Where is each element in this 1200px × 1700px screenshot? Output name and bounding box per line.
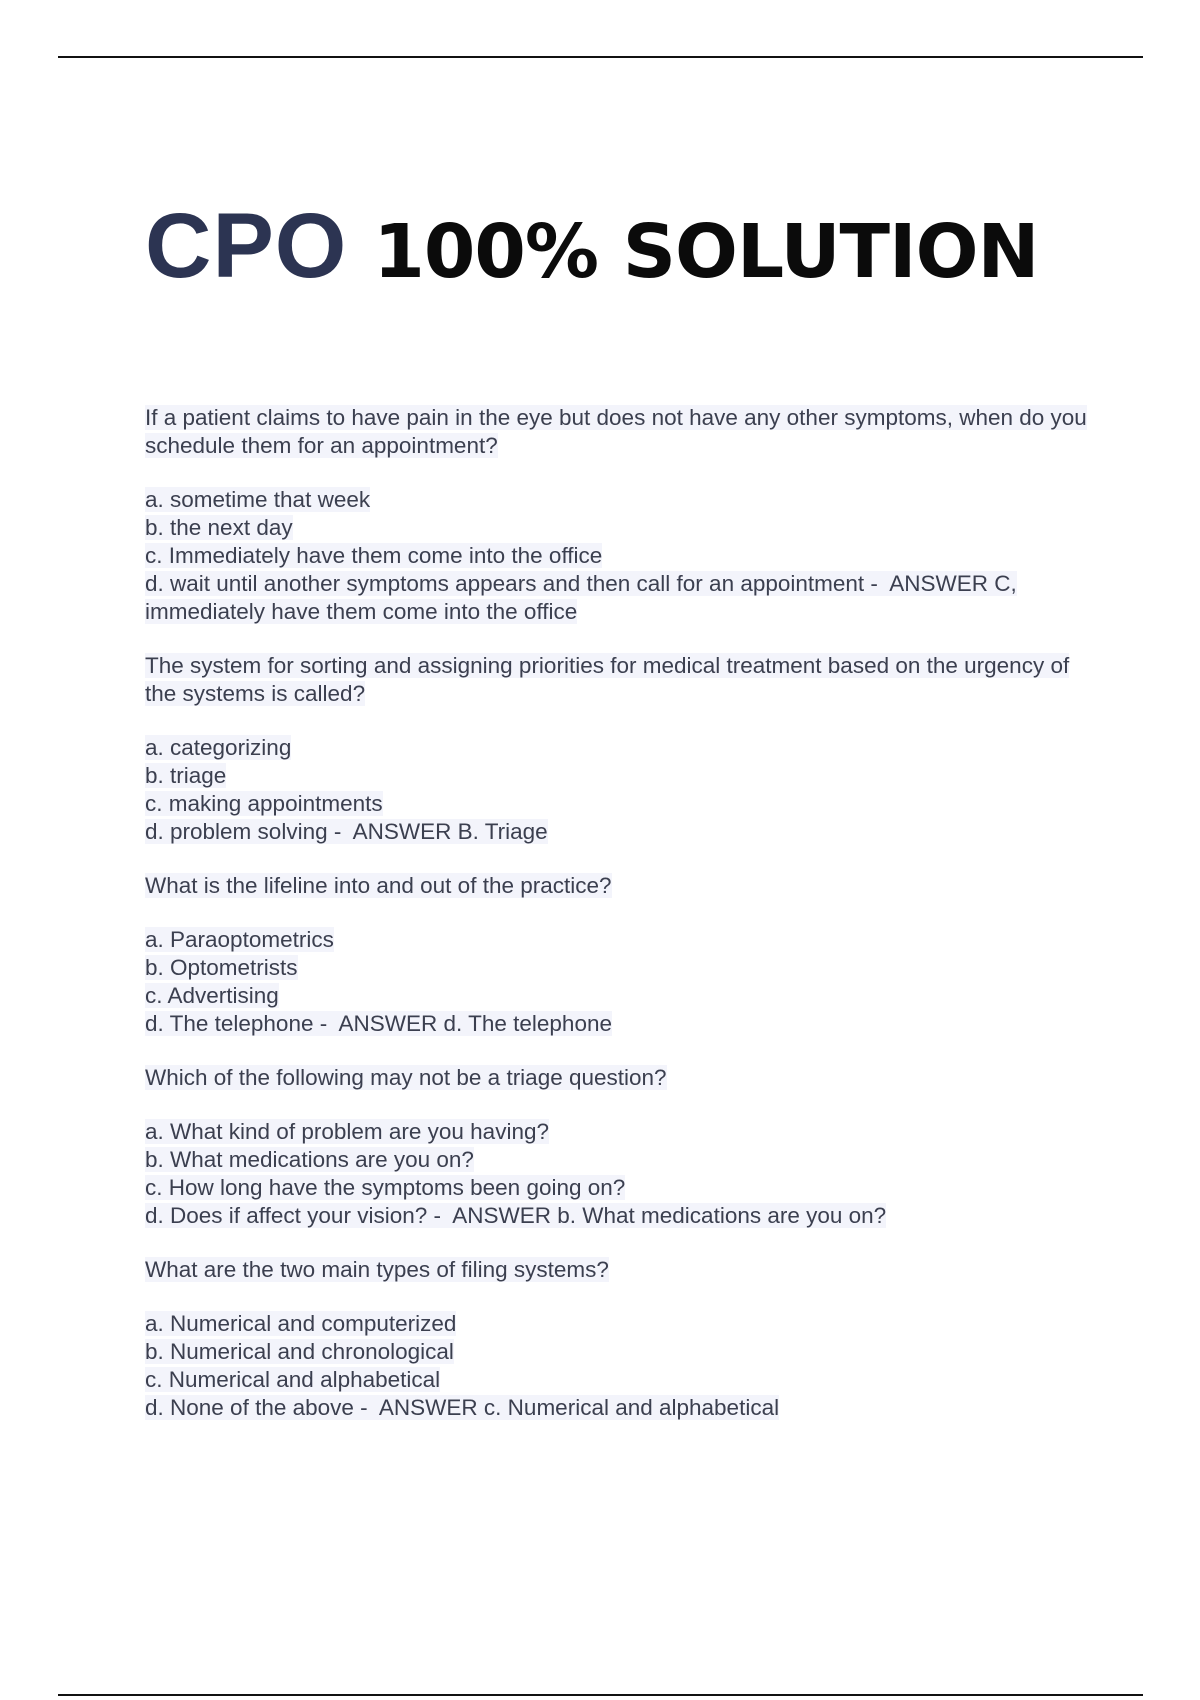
title-subtitle: 100% SOLUTION: [373, 209, 1039, 295]
option-a: a. Paraoptometrics: [145, 927, 334, 952]
option-b: b. the next day: [145, 515, 293, 540]
answer-separator: -: [327, 819, 353, 844]
title-brand: CPO: [145, 195, 348, 297]
question-text: Which of the following may not be a triage question?: [145, 1065, 667, 1090]
answer-text: ANSWER B. Triage: [352, 819, 548, 844]
qa-item-5: [145, 1256, 1090, 1422]
top-rule: [58, 56, 1143, 58]
option-b: b. Optometrists: [145, 955, 298, 980]
options-list: [145, 734, 1090, 846]
option-c: c. Advertising: [145, 983, 279, 1008]
options-list: [145, 926, 1090, 1038]
option-d: d. Does if affect your vision? - ANSWER b. What medications are you on?: [145, 1203, 887, 1228]
qa-item-2: [145, 652, 1090, 846]
option-c: c. making appointments: [145, 791, 383, 816]
question-list: [145, 404, 1090, 1448]
option-d: d. problem solving - ANSWER B. Triage: [145, 819, 548, 844]
question-text: What are the two main types of filing systems?: [145, 1257, 609, 1282]
option-d: d. wait until another symptoms appears and then call for an appointment - ANSWER C, immediately have them come into the office: [145, 571, 1017, 624]
option-a: a. Numerical and computerized: [145, 1311, 457, 1336]
answer-text: ANSWER d. The telephone: [338, 1011, 612, 1036]
option-b: b. Numerical and chronological: [145, 1339, 454, 1364]
answer-text: ANSWER b. What medications are you on?: [452, 1203, 887, 1228]
answer-separator: -: [427, 1203, 453, 1228]
answer-separator: -: [353, 1395, 379, 1420]
option-c: c. Immediately have them come into the office: [145, 543, 603, 568]
question-text: The system for sorting and assigning priorities for medical treatment based on the urgency of the systems is called?: [145, 653, 1070, 706]
answer-separator: -: [313, 1011, 339, 1036]
qa-item-3: [145, 872, 1090, 1038]
option-c: c. Numerical and alphabetical: [145, 1367, 441, 1392]
option-d: d. None of the above - ANSWER c. Numerical and alphabetical: [145, 1395, 780, 1420]
qa-item-4: [145, 1064, 1090, 1230]
answer-text: ANSWER c. Numerical and alphabetical: [378, 1395, 780, 1420]
option-a: a. sometime that week: [145, 487, 371, 512]
options-list: [145, 486, 1090, 626]
answer-text: ANSWER C, immediately have them come into the office: [145, 571, 1017, 624]
options-list: [145, 1118, 1090, 1230]
option-b: b. triage: [145, 763, 227, 788]
option-b: b. What medications are you on?: [145, 1147, 474, 1172]
option-d: d. The telephone - ANSWER d. The telephone: [145, 1011, 612, 1036]
question-text: If a patient claims to have pain in the eye but does not have any other symptoms, when do you schedule them for an appointment?: [145, 405, 1087, 458]
bottom-rule: [58, 1694, 1143, 1696]
options-list: [145, 1310, 1090, 1422]
question-text: What is the lifeline into and out of the practice?: [145, 873, 612, 898]
option-a: a. What kind of problem are you having?: [145, 1119, 549, 1144]
option-c: c. How long have the symptoms been going on?: [145, 1175, 626, 1200]
answer-separator: -: [864, 571, 890, 596]
document-title: [145, 195, 1039, 297]
option-a: a. categorizing: [145, 735, 292, 760]
qa-item-1: [145, 404, 1090, 626]
